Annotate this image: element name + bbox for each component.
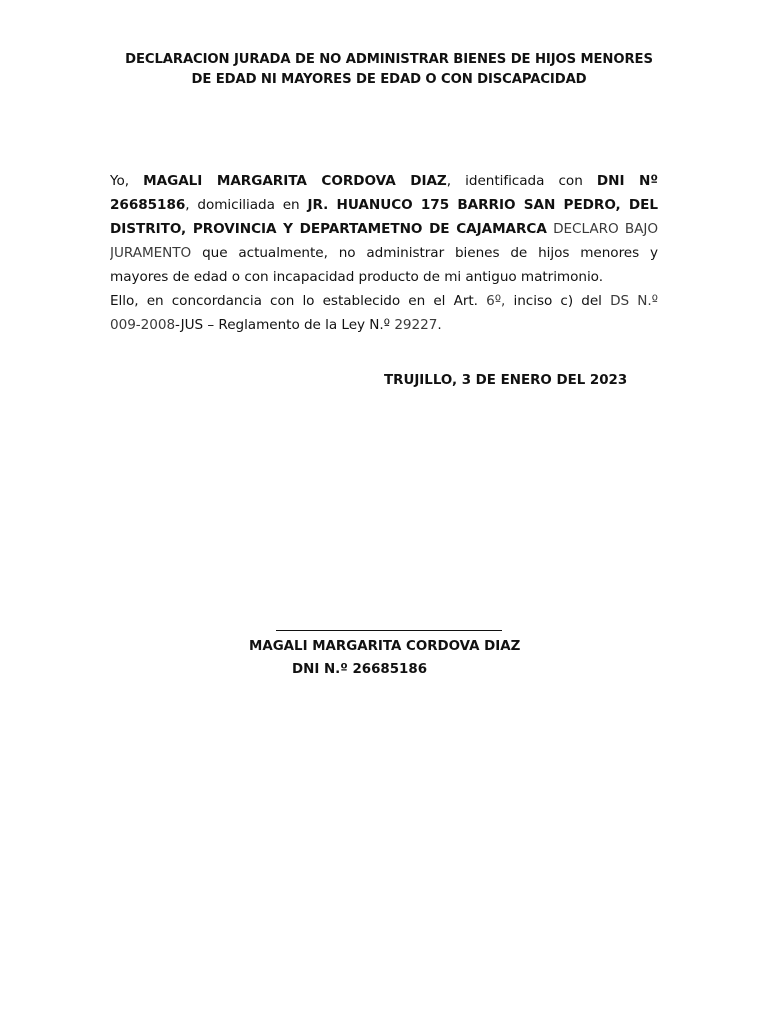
title-line-2: DE EDAD NI MAYORES DE EDAD O CON DISCAPACIDAD	[191, 72, 587, 87]
address: JR. HUANUCO 175 BARRIO SAN PEDRO, DEL	[307, 197, 658, 213]
dni-label: DNI Nº	[596, 173, 658, 189]
ds-reference: DS N.º	[610, 293, 658, 309]
declaration-body	[110, 169, 658, 337]
text: , identificada con	[446, 173, 583, 189]
declarant-name: MAGALI MARGARITA CORDOVA DIAZ	[143, 173, 447, 189]
body-line-5: mayores de edad o con incapacidad producto de mi antiguo matrimonio.	[110, 269, 603, 285]
text: , domiciliada en	[185, 197, 300, 213]
dni-number: 26685186	[110, 197, 186, 213]
body-line-7	[110, 313, 658, 337]
document-title	[60, 50, 718, 90]
signature-line	[276, 630, 502, 631]
title-line-1: DECLARACION JURADA DE NO ADMINISTRAR BIENES DE HIJOS MENORES	[125, 52, 653, 67]
address-continued: DISTRITO, PROVINCIA Y DEPARTAMETNO DE CAJAMARCA	[110, 221, 547, 237]
ds-code: 009-2008	[110, 317, 176, 333]
article-number: 6º,	[486, 293, 506, 309]
signatory-dni: DNI N.º 26685186	[292, 662, 428, 677]
declaro-text: DECLARO BAJO	[553, 221, 658, 237]
body-line-6	[110, 289, 658, 313]
text: inciso c) del	[513, 293, 602, 309]
juramento-text: JURAMENTO	[110, 245, 192, 261]
body-line-3	[110, 217, 658, 241]
text: Reglamento de la Ley N.º	[218, 317, 391, 333]
body-line-1	[110, 169, 658, 193]
text: que actualmente, no administrar bienes de hijos menores y	[202, 245, 658, 261]
text: Yo,	[110, 173, 129, 189]
place-date: TRUJILLO, 3 DE ENERO DEL 2023	[384, 373, 628, 388]
text: .	[437, 317, 442, 333]
text: Ello, en concordancia con lo establecido en el Art.	[110, 293, 478, 309]
signatory-name: MAGALI MARGARITA CORDOVA DIAZ	[249, 639, 521, 654]
body-line-2	[110, 193, 658, 217]
text: -JUS –	[175, 317, 215, 333]
law-number: 29227	[394, 317, 438, 333]
body-line-4	[110, 241, 658, 265]
